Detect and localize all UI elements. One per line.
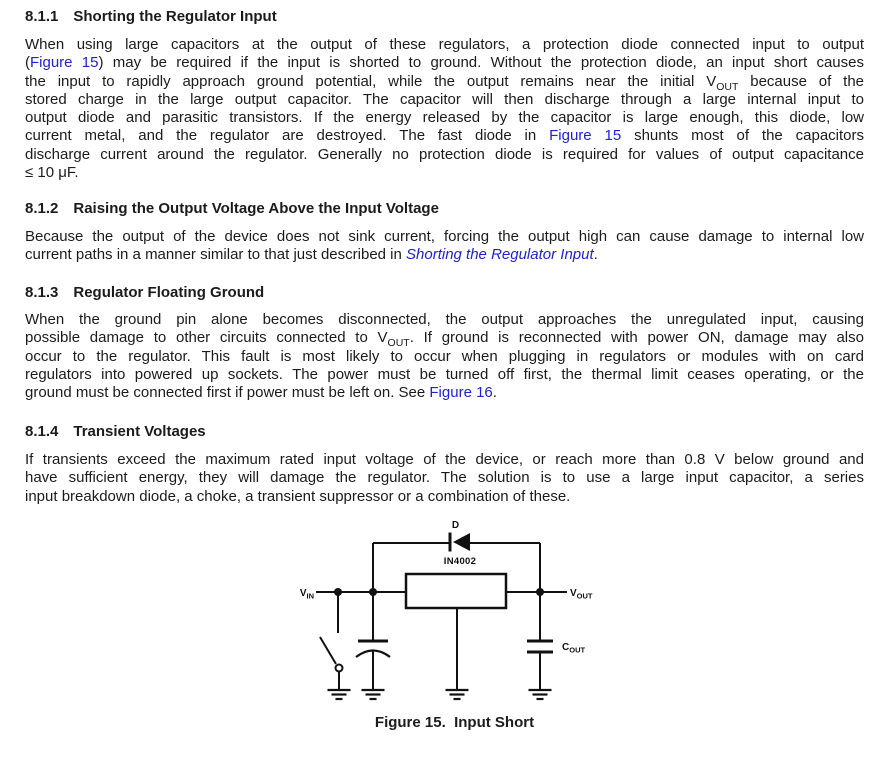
ground-icon xyxy=(328,690,351,699)
text-line: ≤ 10 μF. xyxy=(25,164,79,182)
regulator-box xyxy=(406,574,506,608)
text-line: ground must be connected first if power must be left on. See Figure 16. xyxy=(25,384,497,402)
text-line: Because the output of the device does not sink current, forcing the output high can cause damage to internal low xyxy=(25,228,864,245)
voltage-subscript: OUT xyxy=(716,80,739,93)
vin-label: $V_{IN}$ xyxy=(299,588,314,601)
ground-icon xyxy=(446,690,469,699)
text-line: input breakdown diode, a choke, a transient suppressor or a combination of these. xyxy=(25,487,571,505)
section-number: 8.1.2 xyxy=(25,200,59,217)
output-capacitor-icon xyxy=(527,592,553,689)
text-line: occur to the regulator. This fault is most likely to occur when plugging in regulators or modules with on card xyxy=(25,347,864,365)
figure-caption: Figure 15. Input Short xyxy=(374,714,535,731)
section-title: Regulator Floating Ground xyxy=(73,284,265,301)
ground-icon xyxy=(362,690,385,699)
section-paragraph xyxy=(25,228,864,265)
section-heading xyxy=(25,200,864,217)
voltage-symbol: V xyxy=(377,329,388,347)
text-line: the input to rapidly approach ground potential, while the output remains near the initial $V_{OUT}$ because of the xyxy=(25,72,865,93)
section-title: Raising the Output Voltage Above the Input Voltage xyxy=(73,200,439,217)
vout-label: $V_{OUT}$ xyxy=(570,588,593,601)
section-title: Shorting the Regulator Input xyxy=(73,8,277,25)
text-line: (Figure 15) may be required if the input is shorted to ground. Without the protection diode, an input short causes xyxy=(25,54,864,72)
text-line: discharge current around the regulator. Generally no protection diode is required for values of output capacitance xyxy=(25,145,864,163)
section-heading xyxy=(25,284,864,301)
text-line: regulators into powered up sockets. The power must be turned off first, the thermal limit ceases operating, or the xyxy=(25,365,864,383)
section-reference-link[interactable]: Shorting the Regulator Input xyxy=(406,246,594,264)
input-short-circuit-diagram xyxy=(0,505,889,720)
text-line: stored charge in the large output capacitor. The capacitor will then discharge through a large internal input to xyxy=(25,90,864,108)
text-line: possible damage to other circuits connected to $V_{OUT}$. If ground is reconnected with power ON, damage may also xyxy=(25,329,864,350)
voltage-subscript: OUT xyxy=(387,337,410,350)
text-line: When the ground pin alone becomes disconnected, the output approaches the unregulated input, causing xyxy=(25,311,864,328)
section-heading xyxy=(25,423,864,440)
voltage-symbol: V xyxy=(706,72,717,90)
figure-reference-link[interactable]: Figure 15 xyxy=(549,127,622,145)
diode-part-label: IN4002 xyxy=(443,556,477,567)
section-number: 8.1.1 xyxy=(25,8,59,25)
section-paragraph xyxy=(25,451,864,506)
diode-ref-label: D xyxy=(451,520,460,531)
figure-reference-link[interactable]: Figure 16 xyxy=(429,384,493,402)
cout-label: $C_{OUT}$ xyxy=(562,642,586,655)
input-capacitor-icon xyxy=(356,592,390,689)
text-line: If transients exceed the maximum rated input voltage of the device, or reach more than 0.8 V below ground and xyxy=(25,451,864,468)
section-paragraph xyxy=(25,36,864,182)
section-number: 8.1.4 xyxy=(25,423,59,440)
input-short-switch-icon xyxy=(320,592,343,689)
section-heading xyxy=(25,8,864,25)
protection-diode-icon xyxy=(450,533,470,552)
figure-reference-link[interactable]: Figure 15 xyxy=(30,54,99,72)
text-line: When using large capacitors at the output of these regulators, a protection diode connected input to output xyxy=(25,36,864,53)
section-paragraph xyxy=(25,311,864,402)
ground-icon xyxy=(529,690,552,699)
text-line: current paths in a manner similar to that just described in Shorting the Regulator Input. xyxy=(25,246,598,264)
wire-top-loop xyxy=(373,543,540,592)
text-line: have sufficient energy, they will damage the regulator. The solution is to use a large input capacitor, a series xyxy=(25,469,864,487)
text-line: current metal, and the regulator are destroyed. The fast diode in Figure 15 shunts most of the capacitors xyxy=(25,127,864,145)
section-title: Transient Voltages xyxy=(73,423,206,440)
section-number: 8.1.3 xyxy=(25,284,59,301)
text-line: output diode and parasitic transistors. If the energy released by the capacitor is large enough, this diode, low xyxy=(25,109,864,127)
